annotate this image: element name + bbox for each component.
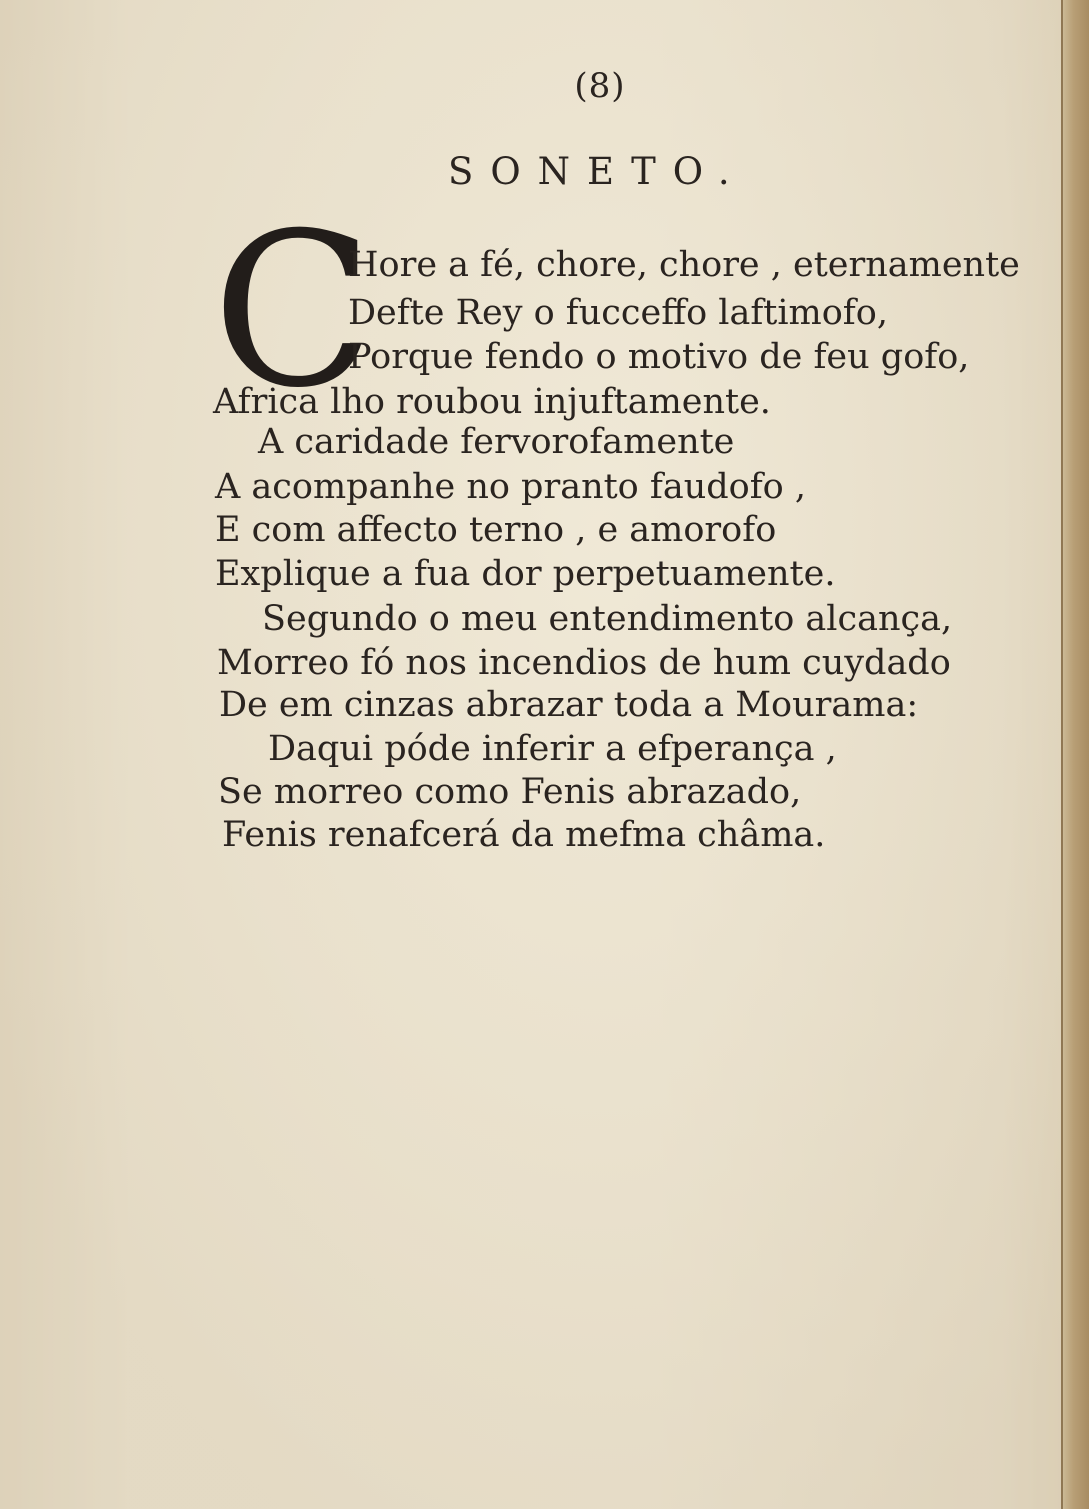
poem-line-8: Explique a fua dor perpetuamente. [215, 554, 836, 594]
poem-title: SONETO. [448, 150, 747, 193]
poem-line-5: A caridade fervorofamente [258, 422, 735, 462]
poem-line-6: A acompanhe no pranto faudofo , [215, 467, 806, 507]
drop-cap: C [212, 187, 375, 434]
page-number: (8) [574, 66, 626, 106]
poem-line-9: Segundo o meu entendimento alcança, [262, 599, 953, 639]
poem-line-4: Africa lho roubou injuftamente. [213, 382, 771, 422]
poem-line-3: Porque fendo o motivo de feu gofo, [348, 337, 970, 377]
poem-line-7: E com affecto terno , e amorofo [215, 510, 777, 550]
poem-line-11: De em cinzas abrazar toda a Mourama: [219, 685, 919, 725]
poem-line-10: Morreo fó nos incendios de hum cuydado [217, 643, 951, 683]
poem-line-1: Hore a fé, chore, chore , eternamente [348, 245, 1020, 285]
page-edge [1061, 0, 1089, 1509]
poem-line-12: Daqui póde inferir a efperança , [268, 729, 837, 769]
poem-line-14: Fenis renafcerá da mefma châma. [222, 815, 826, 855]
poem-line-13: Se morreo como Fenis abrazado, [218, 772, 802, 812]
poem-line-2: Defte Rey o fucceffo laftimofo, [348, 293, 888, 333]
